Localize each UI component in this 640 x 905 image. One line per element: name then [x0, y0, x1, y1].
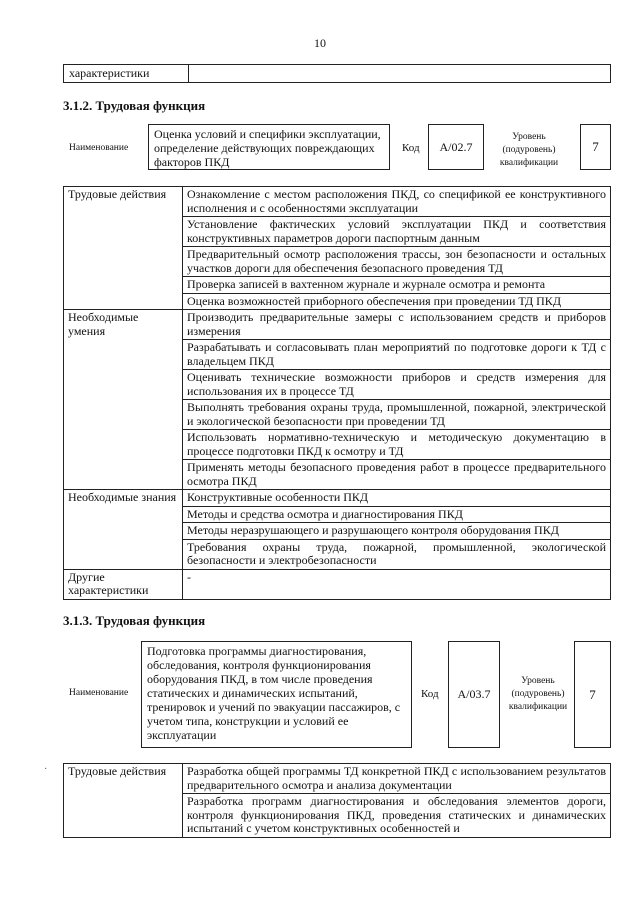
section-heading-313: 3.1.3. Трудовая функция [63, 613, 206, 628]
other-value: - [183, 569, 611, 599]
skill-item: Оценивать технические возможности приборов и средств измерения для использования их в процессе ТД [183, 370, 611, 400]
knowledge-item: Конструктивные особенности ПКД [183, 490, 611, 507]
actions-label: Трудовые действия [64, 187, 183, 310]
section-heading-312: 3.1.2. Трудовая функция [63, 98, 206, 113]
name-label-312: Наименование [69, 143, 129, 153]
skills-label: Необходимые умения [64, 310, 183, 490]
code-label-312: Код [402, 142, 420, 154]
code-value-313: A/03.7 [448, 641, 500, 748]
action-item: Проверка записей в вахтенном журнале и журнале осмотра и ремонта [183, 277, 611, 294]
other-label: Другие характеристики [64, 569, 183, 599]
action-item: Разработка программ диагностирования и обследования элементов дороги, контроля функционирования ПКД, проведения статических и динамических испытаний с учетом конструктивных особенностей и [183, 794, 611, 838]
action-item: Установление фактических условий эксплуатации ПКД и соответствия конструктивных параметров дороги паспортным данным [183, 217, 611, 247]
action-item: Ознакомление с местом расположения ПКД, со спецификой ее конструктивного исполнения и с особенностями эксплуатации [183, 187, 611, 217]
skill-item: Выполнять требования охраны труда, промышленной, пожарной, электрической и экологической безопасности при проведении ТД [183, 400, 611, 430]
knowledge-item: Требования охраны труда, пожарной, промышленной, экологической безопасности и электробезопасности [183, 539, 611, 569]
skill-item: Использовать нормативно-техническую и методическую документацию в процессе подготовки ПКД к осмотру и ТД [183, 430, 611, 460]
code-value-312: A/02.7 [428, 124, 484, 170]
page-number: 10 [314, 36, 326, 50]
margin-mark: · [44, 764, 48, 775]
skill-item: Производить предварительные замеры с использованием средств и приборов измерения [183, 310, 611, 340]
actions-label: Трудовые действия [64, 764, 183, 838]
level-label-313: Уровень (подуровень) квалификации [508, 676, 568, 712]
action-item: Оценка возможностей приборного обеспечения при проведении ТД ПКД [183, 293, 611, 310]
name-value-312: Оценка условий и специфики эксплуатации, определение действующих повреждающих факторов ПКД [148, 124, 390, 170]
level-value-313: 7 [574, 641, 611, 748]
level-value-312: 7 [580, 124, 611, 170]
code-label-313: Код [421, 688, 439, 700]
knowledge-item: Методы неразрушающего и разрушающего контроля оборудования ПКД [183, 523, 611, 540]
level-label-312: Уровень (подуровень) квалификации [499, 132, 559, 168]
skill-item: Применять методы безопасного проведения работ в процессе предварительного осмотра ПКД [183, 460, 611, 490]
action-item: Предварительный осмотр расположения трассы, зон безопасности и остальных участков дороги для обеспечения безопасного проведения ТД [183, 247, 611, 277]
skill-item: Разрабатывать и согласовывать план мероприятий по подготовке дороги к ТД с владельцем ПКД [183, 340, 611, 370]
knowledge-label: Необходимые знания [64, 490, 183, 570]
name-label-313: Наименование [69, 688, 129, 698]
name-value-313: Подготовка программы диагностирования, обследования, контроля функционирования оборудования ПКД, в том числе проведения статических и динамических испытаний, тренировок и учений по эвакуации пассажиров, с учетом типа, конструкции и условий ее эксплуатации [141, 641, 412, 748]
action-item: Разработка общей программы ТД конкретной ПКД с использованием результатов предварительного осмотра и анализа документации [183, 764, 611, 794]
top-row-label: характеристики [64, 65, 189, 83]
previous-table-tail [63, 64, 611, 83]
work-function-table-312 [63, 186, 611, 600]
knowledge-item: Методы и средства осмотра и диагностирования ПКД [183, 506, 611, 523]
top-row-value [189, 65, 611, 83]
work-function-table-313 [63, 763, 611, 838]
